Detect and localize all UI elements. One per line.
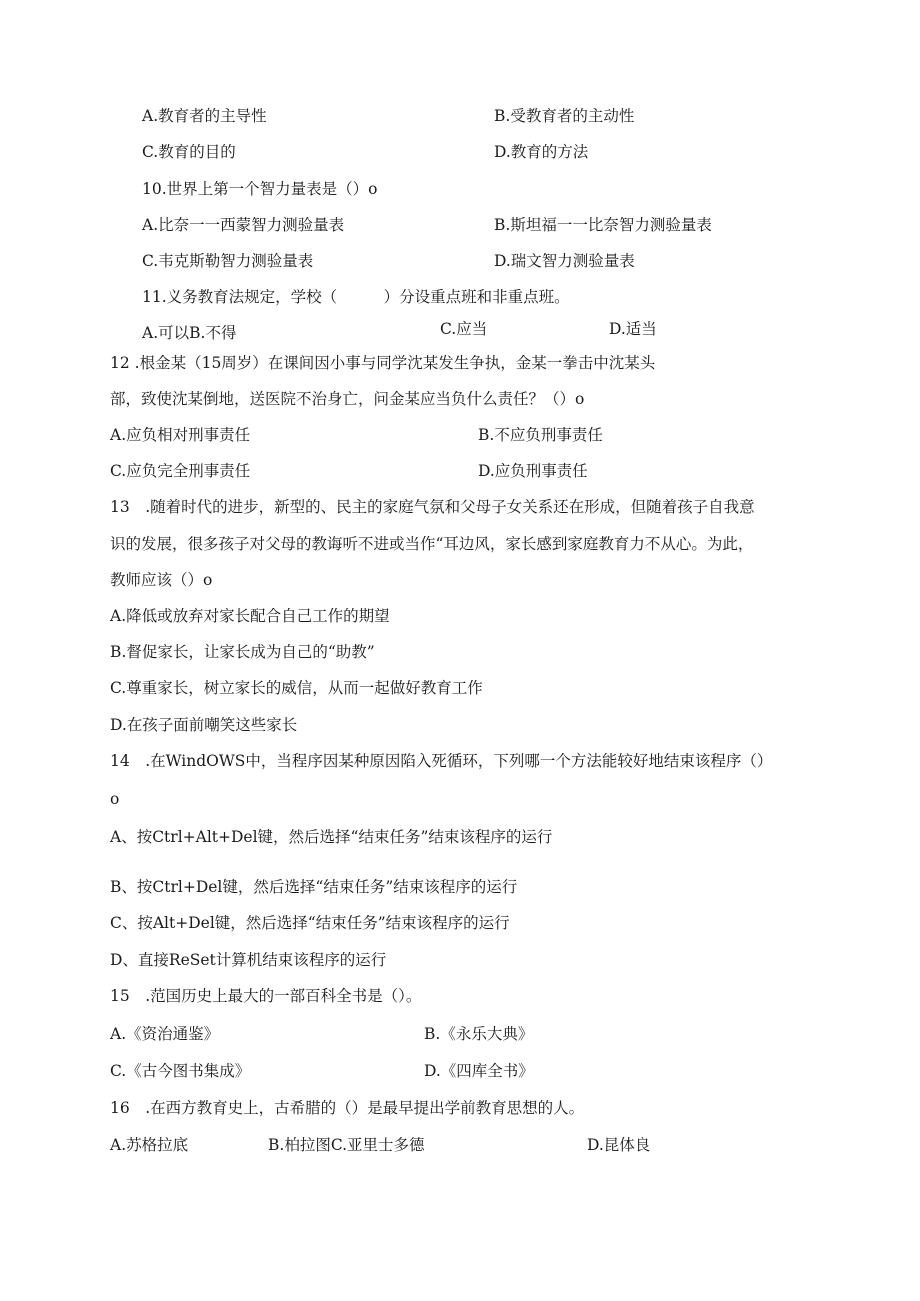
option-16bc: B.柏拉图C.亚里士多德 bbox=[268, 1136, 425, 1154]
option-13c: C.尊重家长，树立家长的威信，从而一起做好教育工作 bbox=[110, 679, 483, 697]
option-9b: B.受教育者的主动性 bbox=[494, 107, 635, 125]
option-12c: C.应负完全刑事责任 bbox=[110, 462, 251, 480]
question-11: 11.义务教育法规定，学校（ ）分设重点班和非重点班。 bbox=[142, 288, 570, 306]
option-11c: C.应当 bbox=[440, 320, 488, 338]
question-15: 15 .范国历史上最大的一部百科全书是（）。 bbox=[110, 987, 422, 1005]
option-10b: B.斯坦福一一比奈智力测验量表 bbox=[494, 216, 712, 234]
option-16a: A.苏格拉底 bbox=[110, 1136, 189, 1154]
option-10d: D.瑞文智力测验量表 bbox=[494, 252, 635, 270]
option-10c: C.韦克斯勒智力测验量表 bbox=[142, 252, 314, 270]
option-15c: C.《古今图书集成》 bbox=[110, 1062, 251, 1080]
option-11d: D.适当 bbox=[609, 320, 657, 338]
option-14b: B、按Ctrl+Del键，然后选择“结束任务”结束该程序的运行 bbox=[110, 878, 518, 896]
question-10: 10.世界上第一个智力量表是（）o bbox=[142, 180, 378, 198]
question-14-line-2: o bbox=[110, 790, 120, 808]
option-12d: D.应负刑事责任 bbox=[478, 462, 588, 480]
option-15a: A.《资治通鉴》 bbox=[110, 1025, 220, 1043]
option-13a: A.降低或放弃对家长配合自己工作的期望 bbox=[110, 607, 390, 625]
question-14-line-1: 14 .在WindOWS中，当程序因某种原因陷入死循环，下列哪一个方法能较好地结束该程序（） bbox=[110, 752, 773, 770]
option-15b: B.《永乐大典》 bbox=[424, 1025, 534, 1043]
option-9d: D.教育的方法 bbox=[494, 143, 589, 161]
option-16d: D.昆体良 bbox=[587, 1136, 651, 1154]
option-14d: D、直接ReSet计算机结束该程序的运行 bbox=[110, 951, 387, 969]
option-12a: A.应负相对刑事责任 bbox=[110, 426, 251, 444]
option-10a: A.比奈一一西蒙智力测验量表 bbox=[142, 216, 345, 234]
option-9a: A.教育者的主导性 bbox=[142, 107, 267, 125]
question-13-line-2: 识的发展，很多孩子对父母的教诲听不进或当作“耳边风，家长感到家庭教育力不从心。为此， bbox=[110, 535, 754, 553]
option-9c: C.教育的目的 bbox=[142, 143, 236, 161]
option-15d: D.《四库全书》 bbox=[424, 1062, 534, 1080]
option-13b: B.督促家长，让家长成为自己的“助教” bbox=[110, 643, 375, 661]
option-12b: B.不应负刑事责任 bbox=[478, 426, 603, 444]
question-13-line-3: 教师应该（）o bbox=[110, 571, 213, 589]
question-13-line-1: 13 .随着时代的进步，新型的、民主的家庭气氛和父母子女关系还在形成，但随着孩子自我意 bbox=[110, 498, 755, 516]
question-12-line-1: 12 .根金某（15周岁）在课间因小事与同学沈某发生争执，金某一拳击中沈某头 bbox=[110, 354, 656, 372]
question-16: 16 .在西方教育史上，古希腊的（）是最早提出学前教育思想的人。 bbox=[110, 1099, 585, 1117]
option-14c: C、按Alt+Del键，然后选择“结束任务”结束该程序的运行 bbox=[110, 914, 510, 932]
option-13d: D.在孩子面前嘲笑这些家长 bbox=[110, 716, 298, 734]
option-11ab: A.可以B.不得 bbox=[142, 324, 237, 342]
question-12-line-2: 部，致使沈某倒地，送医院不治身亡，问金某应当负什么责任？（）o bbox=[110, 390, 585, 408]
option-14a: A、按Ctrl+Alt+Del键，然后选择“结束任务”结束该程序的运行 bbox=[110, 828, 553, 846]
